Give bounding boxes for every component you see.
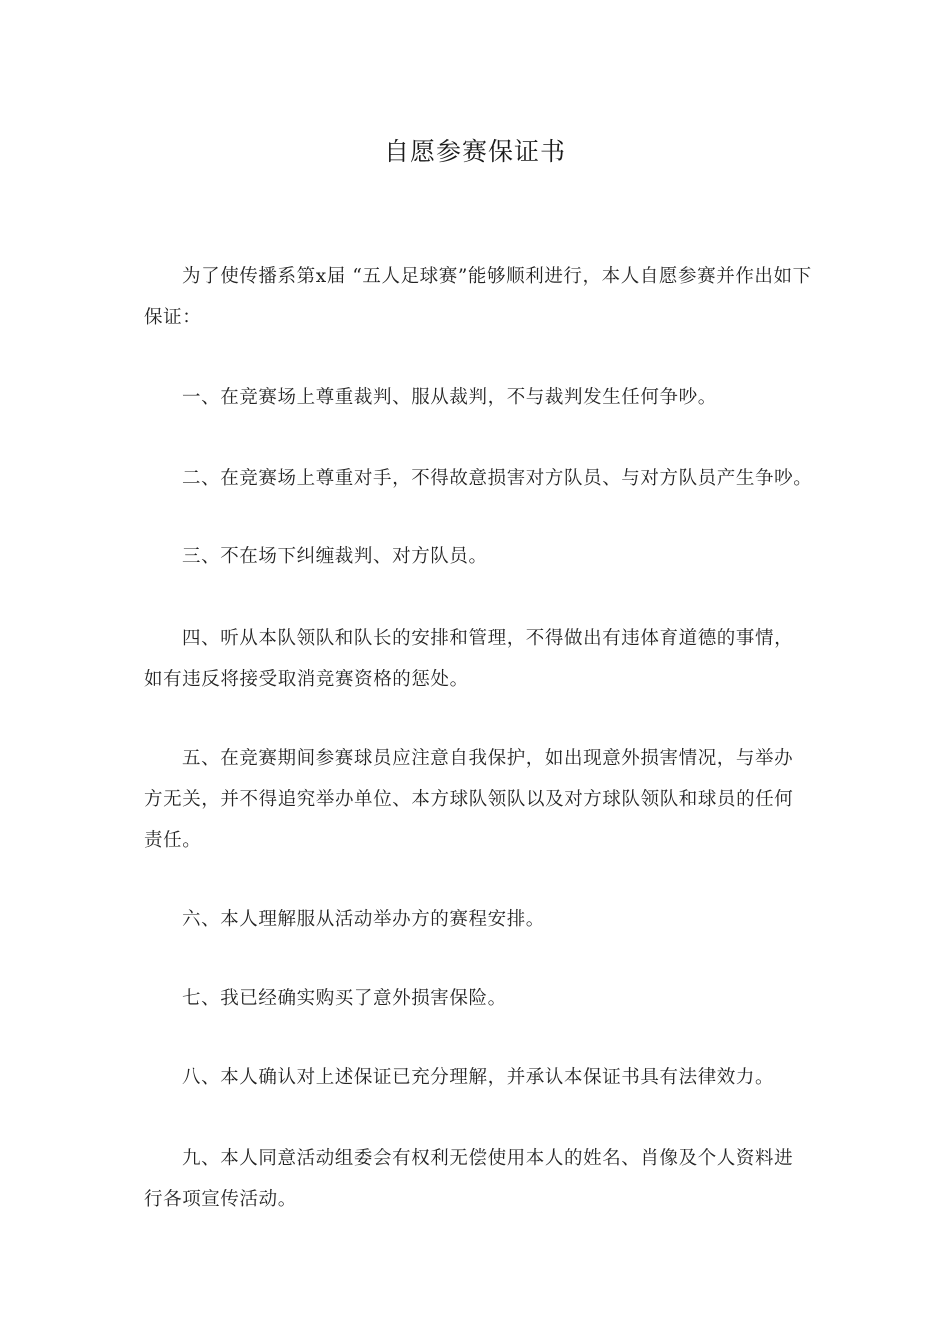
- pledge-item-2: 二、在竞赛场上尊重对手，不得故意损害对方队员、与对方队员产生争吵。: [182, 468, 813, 489]
- pledge-item-9: 九、本人同意活动组委会有权利无偿使用本人的姓名、肖像及个人资料进行各项宣传活动。: [144, 1148, 794, 1210]
- intro-paragraph: 为了使传播系第x届 “五人足球赛”能够顺利进行，本人自愿参赛并作出如下保证：: [144, 266, 812, 328]
- pledge-item-8: 八、本人确认对上述保证已充分理解，并承认本保证书具有法律效力。: [182, 1067, 775, 1088]
- pledge-item-7: 七、我已经确实购买了意外损害保险。: [182, 988, 507, 1009]
- pledge-item-3: 三、不在场下纠缠裁判、对方队员。: [182, 546, 488, 567]
- pledge-item-6: 六、本人理解服从活动举办方的赛程安排。: [182, 909, 545, 930]
- document-title: 自愿参赛保证书: [383, 137, 566, 166]
- pledge-item-5: 五、在竞赛期间参赛球员应注意自我保护，如出现意外损害情况，与举办方无关，并不得追究举办单位、本方球队领队以及对方球队领队和球员的任何责任。: [144, 748, 794, 851]
- pledge-item-4: 四、听从本队领队和队长的安排和管理，不得做出有违体育道德的事情，如有违反将接受取消竞赛资格的惩处。: [144, 628, 794, 690]
- pledge-item-1: 一、在竞赛场上尊重裁判、服从裁判，不与裁判发生任何争吵。: [182, 387, 717, 408]
